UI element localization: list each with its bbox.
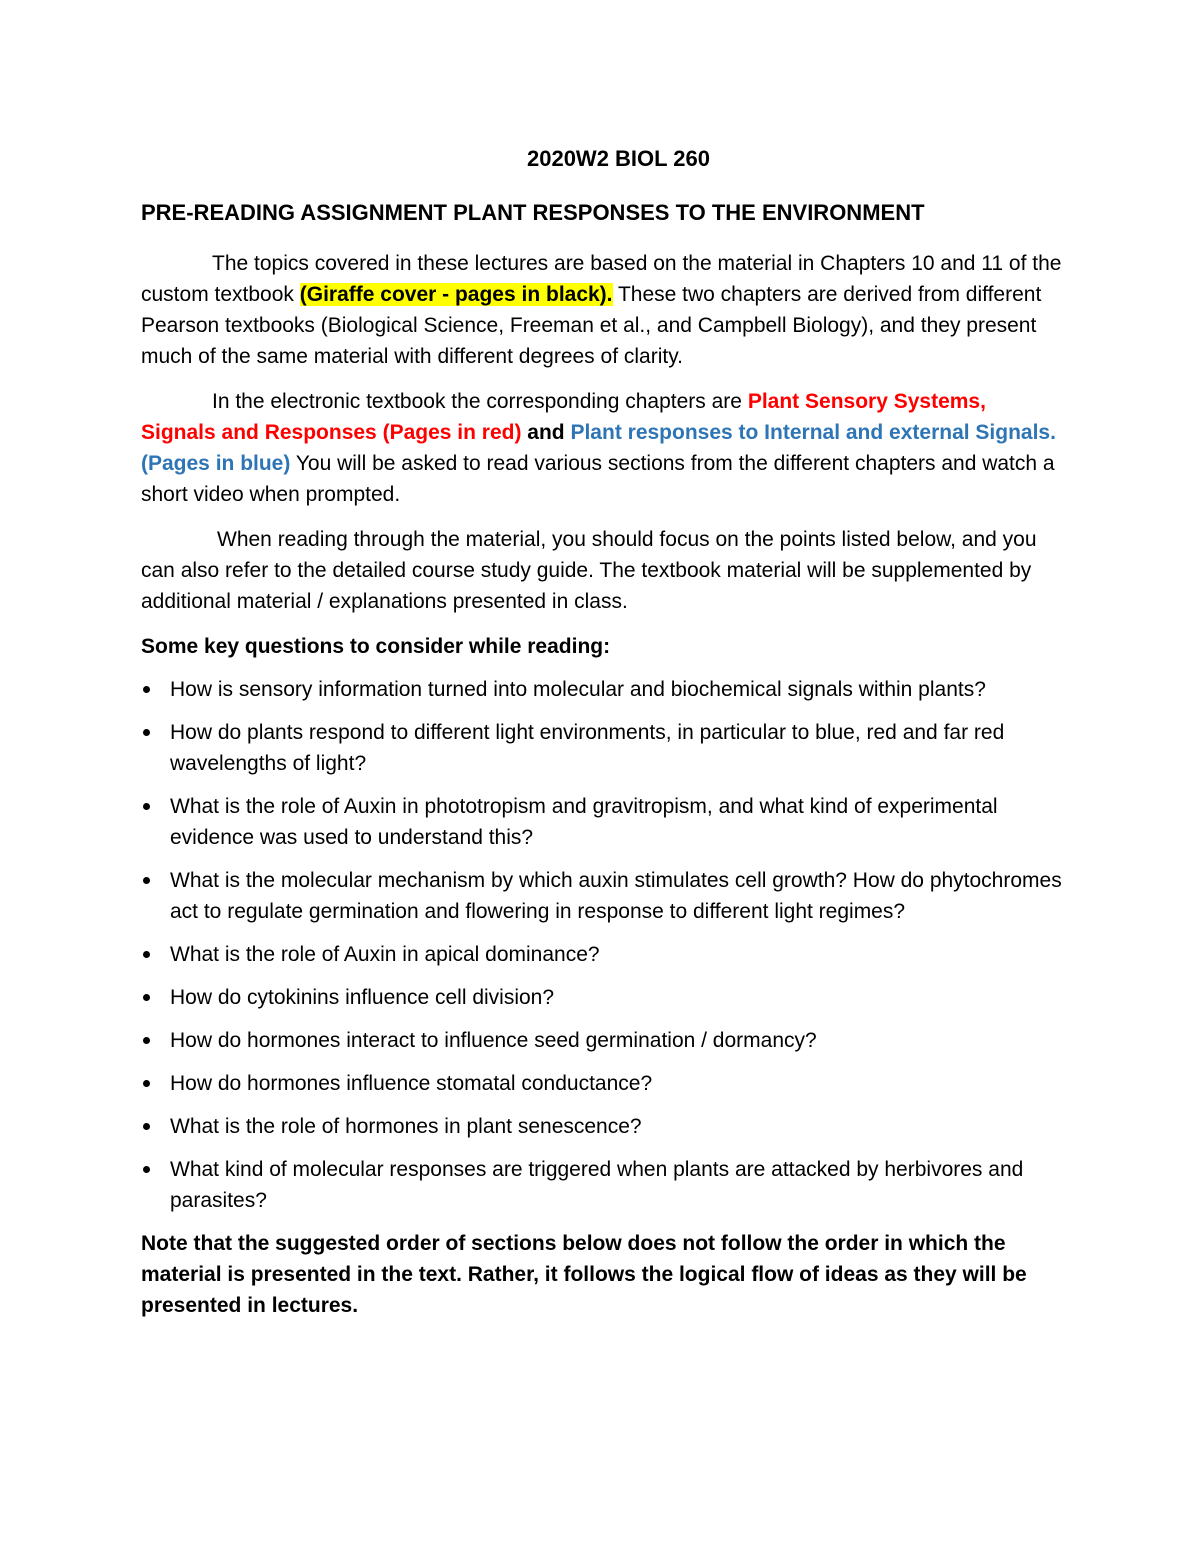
list-item — [141, 1111, 1066, 1142]
etextbook-paragraph — [141, 386, 1066, 510]
course-title: 2020W2 BIOL 260 — [526, 146, 711, 171]
assignment-title: PRE-READING ASSIGNMENT PLANT RESPONSES TO THE ENVIRONMENT — [141, 200, 925, 225]
intro-text-b: These two chapters are derived from different Pearson textbooks (Biological Science, Freeman et al., and Campbell Biology), and they present much of the same material with different degrees of clarity. — [141, 283, 1042, 368]
bullet-icon — [143, 729, 150, 736]
red-chapter-title: Plant Sensory Systems, Signals and Responses (Pages in red) — [141, 390, 986, 444]
list-item — [141, 939, 1066, 970]
question-text: What is the role of Auxin in phototropism and gravitropism, and what kind of experimental evidence was used to understand this? — [170, 795, 998, 849]
bullet-icon — [143, 951, 150, 958]
intro-paragraph — [141, 248, 1066, 372]
question-text: What kind of molecular responses are triggered when plants are attacked by herbivores and parasites? — [170, 1158, 1024, 1212]
list-item — [141, 865, 1066, 927]
bullet-icon — [143, 803, 150, 810]
list-item — [141, 791, 1066, 853]
question-text: What is the molecular mechanism by which auxin stimulates cell growth? How do phytochromes act to regulate germination and flowering in response to different light regimes? — [170, 869, 1062, 923]
question-text: How do plants respond to different light environments, in particular to blue, red and far red wavelengths of light? — [170, 721, 1005, 775]
list-item — [141, 1068, 1066, 1099]
question-text: How do cytokinins influence cell division? — [170, 986, 555, 1009]
question-text: How do hormones influence stomatal conductance? — [170, 1072, 653, 1095]
bullet-icon — [143, 994, 150, 1001]
list-item — [141, 674, 1066, 705]
questions-list — [141, 674, 1066, 1216]
list-item — [141, 982, 1066, 1013]
list-item — [141, 1025, 1066, 1056]
etextbook-and: and — [521, 421, 571, 444]
etextbook-text-b: You will be asked to read various sections from the different chapters and watch a short video when prompted. — [141, 452, 1055, 506]
bullet-icon — [143, 1123, 150, 1130]
list-item — [141, 1154, 1066, 1216]
blue-chapter-title: Plant responses to Internal and external Signals. (Pages in blue) — [141, 421, 1056, 475]
question-text: How is sensory information turned into molecular and biochemical signals within plants? — [170, 678, 986, 701]
bullet-icon — [143, 686, 150, 693]
list-item — [141, 717, 1066, 779]
etextbook-text-a: In the electronic textbook the corresponding chapters are — [212, 390, 748, 413]
bullet-icon — [143, 1037, 150, 1044]
intro-text-a: The topics covered in these lectures are based on the material in Chapters 10 and 11 of the custom textbook — [141, 252, 1062, 306]
question-text: What is the role of hormones in plant senescence? — [170, 1115, 642, 1138]
question-text: What is the role of Auxin in apical dominance? — [170, 943, 600, 966]
question-text: How do hormones interact to influence seed germination / dormancy? — [170, 1029, 817, 1052]
document-content — [141, 143, 1066, 1321]
bullet-icon — [143, 1080, 150, 1087]
giraffe-cover-highlight: (Giraffe cover - pages in black). — [299, 283, 613, 306]
questions-heading: Some key questions to consider while reading: — [141, 635, 611, 658]
bullet-icon — [143, 877, 150, 884]
bullet-icon — [143, 1166, 150, 1173]
order-note: Note that the suggested order of sections below does not follow the order in which the material is presented in the text. Rather, it follows the logical flow of ideas as they will be presented in lectures. — [141, 1232, 1027, 1317]
focus-paragraph: When reading through the material, you should focus on the points listed below, and you can also refer to the detailed course study guide. The textbook material will be supplemented by additional material / explanations presented in class. — [141, 528, 1037, 613]
